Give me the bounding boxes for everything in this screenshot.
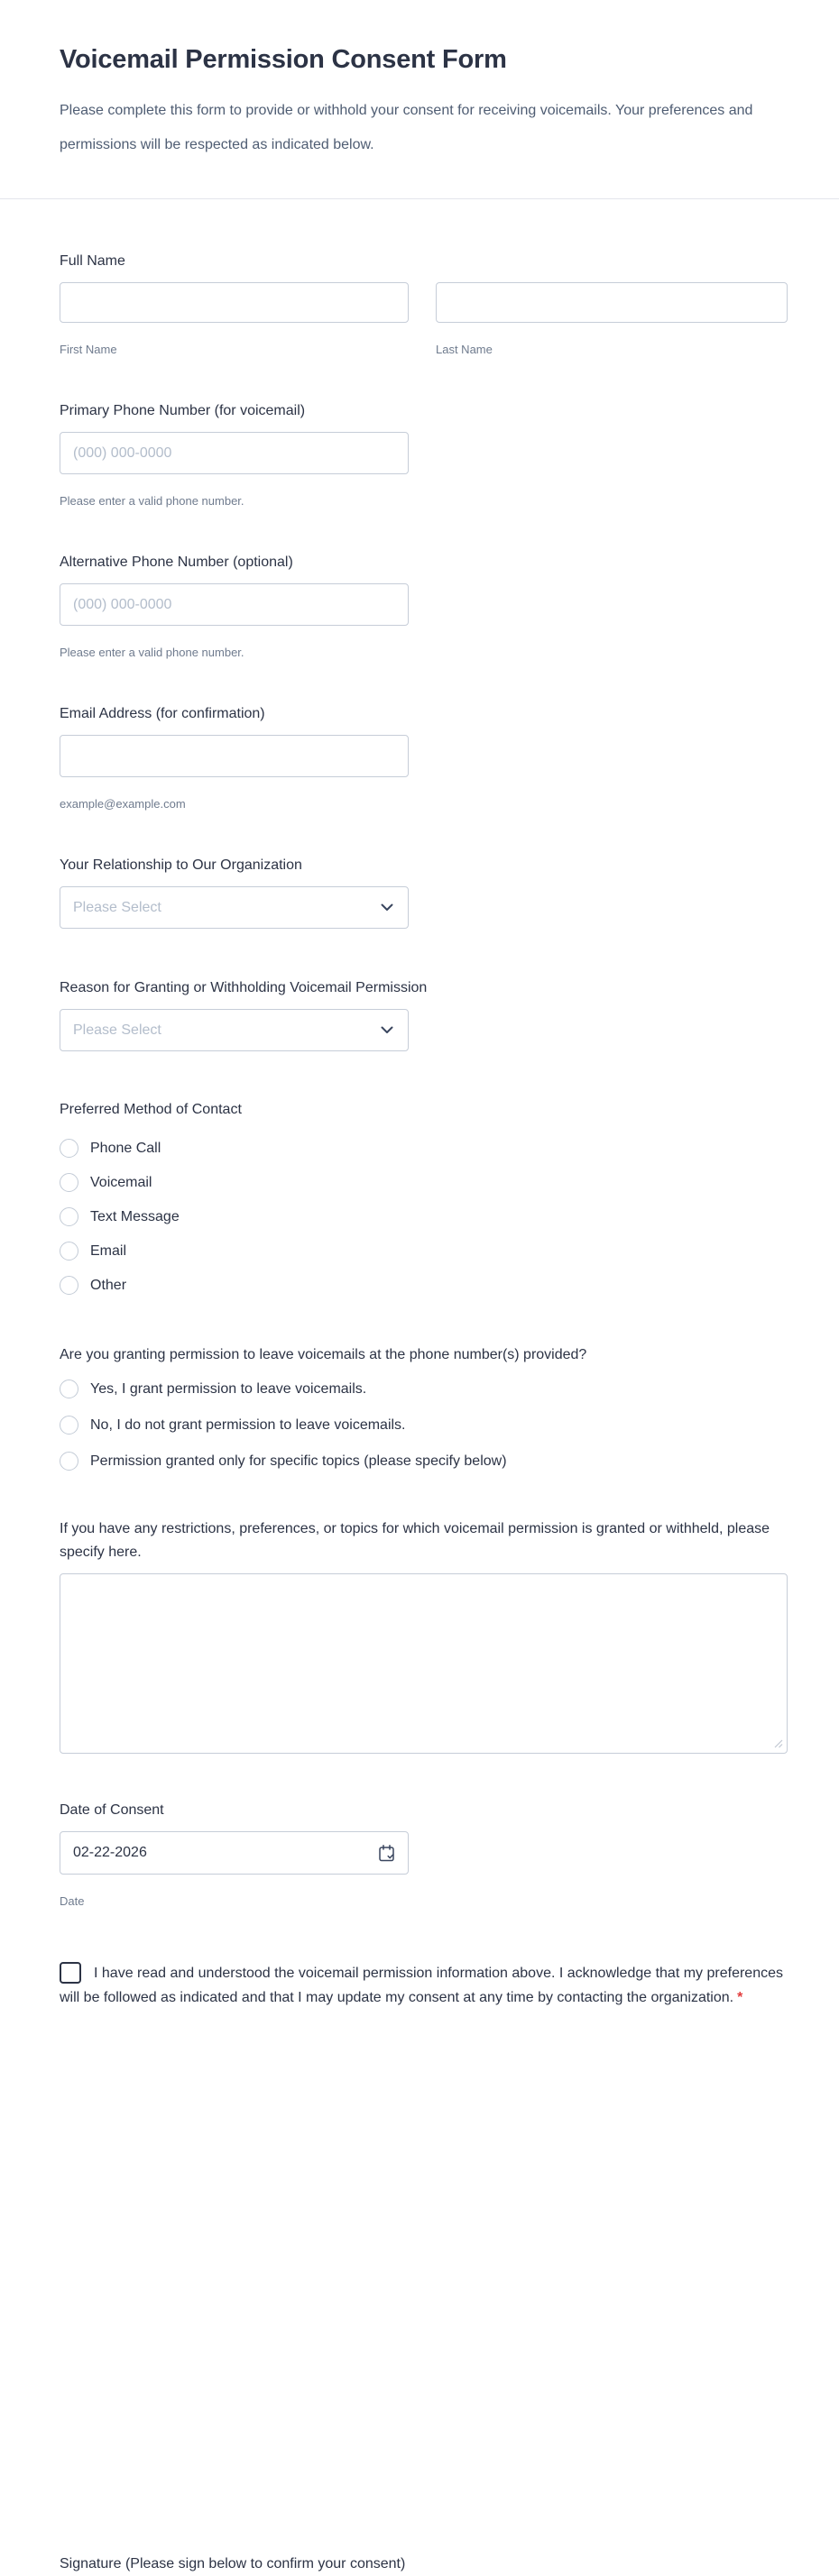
email-field — [60, 703, 788, 812]
form-header — [0, 43, 839, 162]
acknowledgment-field — [60, 1961, 788, 2034]
date-of-consent-label: Date of Consent — [60, 1802, 164, 1818]
relationship-select[interactable] — [60, 886, 409, 929]
radio-option-grant-no[interactable] — [60, 1416, 788, 1435]
radio-option-label: Phone Call — [90, 1141, 161, 1156]
relationship-select-value: Please Select — [73, 899, 161, 915]
radio-option-label: Yes, I grant permission to leave voicemails. — [90, 1381, 367, 1397]
radio-button[interactable] — [60, 1242, 78, 1260]
email-helper: example@example.com — [60, 797, 186, 811]
granting-permission-field — [60, 1344, 788, 1471]
page-title: Voicemail Permission Consent Form — [60, 45, 507, 74]
last-name-input[interactable] — [436, 282, 788, 323]
radio-button[interactable] — [60, 1173, 78, 1192]
granting-permission-label: Are you granting permission to leave voicemails at the phone number(s) provided? — [60, 1347, 587, 1362]
primary-phone-input[interactable] — [60, 432, 409, 474]
radio-option-label: Permission granted only for specific topics (please specify below) — [90, 1453, 507, 1469]
radio-button[interactable] — [60, 1207, 78, 1226]
page-subtitle: Please complete this form to provide or withhold your consent for receiving voicemails. Your preferences and permissions will be respected as indicated below. — [60, 103, 753, 152]
primary-phone-label: Primary Phone Number (for voicemail) — [60, 403, 306, 418]
alt-phone-input[interactable] — [60, 583, 409, 626]
required-asterisk: * — [737, 1990, 743, 2005]
reason-field — [60, 977, 788, 1051]
alt-phone-field — [60, 552, 788, 661]
reason-label: Reason for Granting or Withholding Voicemail Permission — [60, 980, 428, 995]
radio-option-phone-call[interactable] — [60, 1139, 788, 1158]
radio-option-label: Email — [90, 1243, 127, 1259]
calendar-picker-button[interactable] — [377, 1844, 396, 1863]
full-name-field — [60, 251, 788, 358]
primary-phone-helper: Please enter a valid phone number. — [60, 494, 244, 508]
radio-button[interactable] — [60, 1452, 78, 1471]
radio-option-email[interactable] — [60, 1242, 788, 1260]
radio-button[interactable] — [60, 1416, 78, 1435]
radio-option-grant-specific[interactable] — [60, 1452, 788, 1471]
signature-label: Signature (Please sign below to confirm your consent) — [60, 2556, 406, 2571]
preferred-method-label: Preferred Method of Contact — [60, 1102, 242, 1117]
alt-phone-helper: Please enter a valid phone number. — [60, 646, 244, 659]
email-label: Email Address (for confirmation) — [60, 706, 265, 721]
radio-option-label: Other — [90, 1278, 127, 1293]
radio-option-grant-yes[interactable] — [60, 1380, 788, 1398]
restrictions-field — [60, 1517, 788, 1754]
chevron-down-icon — [381, 903, 393, 912]
restrictions-textarea[interactable] — [60, 1573, 788, 1754]
radio-option-voicemail[interactable] — [60, 1173, 788, 1192]
relationship-label: Your Relationship to Our Organization — [60, 857, 302, 873]
radio-button[interactable] — [60, 1276, 78, 1295]
radio-option-label: Text Message — [90, 1209, 180, 1224]
last-name-sublabel: Last Name — [436, 343, 493, 356]
relationship-field — [60, 855, 788, 929]
radio-option-label: Voicemail — [90, 1175, 152, 1190]
acknowledgment-text: I have read and understood the voicemail permission information above. I acknowledge that my preferences will be followed as indicated and that I may update my consent at any time by contacting the organization. — [60, 1966, 783, 2005]
primary-phone-field — [60, 400, 788, 509]
acknowledgment-checkbox[interactable] — [60, 1962, 81, 1984]
reason-select-value: Please Select — [73, 1022, 161, 1038]
date-input-box — [60, 1831, 409, 1875]
date-input[interactable] — [73, 1845, 377, 1861]
date-of-consent-field — [60, 1800, 788, 1910]
email-input[interactable] — [60, 735, 409, 777]
radio-option-text-message[interactable] — [60, 1207, 788, 1226]
radio-button[interactable] — [60, 1139, 78, 1158]
preferred-method-field — [60, 1099, 788, 1295]
full-name-label: Full Name — [60, 253, 125, 269]
date-sublabel: Date — [60, 1894, 85, 1908]
reason-select[interactable] — [60, 1009, 409, 1051]
signature-field — [60, 2553, 788, 2575]
calendar-icon — [377, 1844, 396, 1863]
first-name-sublabel: First Name — [60, 343, 117, 356]
form-body — [0, 251, 839, 2575]
radio-option-other[interactable] — [60, 1276, 788, 1295]
radio-option-label: No, I do not grant permission to leave voicemails. — [90, 1417, 406, 1433]
restrictions-label: If you have any restrictions, preferences, or topics for which voicemail permission is granted or withheld, please specify here. — [60, 1521, 770, 1560]
chevron-down-icon — [381, 1026, 393, 1034]
header-divider — [0, 198, 839, 199]
first-name-input[interactable] — [60, 282, 409, 323]
alt-phone-label: Alternative Phone Number (optional) — [60, 555, 293, 570]
radio-button[interactable] — [60, 1380, 78, 1398]
